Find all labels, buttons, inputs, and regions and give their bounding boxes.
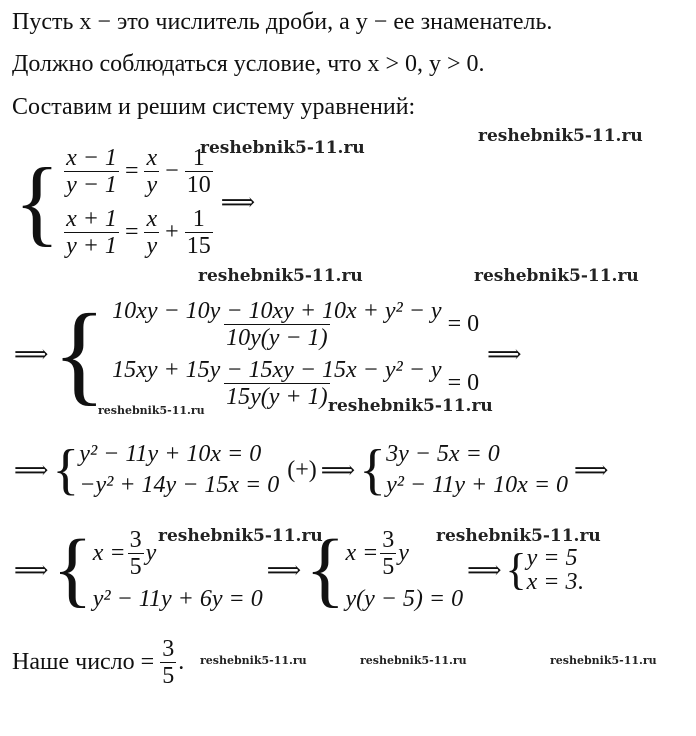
intro-line-3: Составим и решим систему уравнений: [12,94,416,120]
eq1-equals: = [124,158,139,184]
system-4a-eq-2: y² − 11y + 6y = 0 [92,586,263,612]
answer-num: 3 [162,635,175,662]
eq2-r2-den: 15 [186,233,211,259]
eq1-r1-num: x [146,145,158,171]
implies-arrow: ⟹ [14,341,49,368]
system-4c-eq-2: x = 3. [526,569,584,595]
sys4b-frac-num: 3 [382,527,395,553]
answer-line: Наше число = $\frac{3}{5}$ . [12,635,185,689]
eq2-denominator: 15y(y + 1) [226,384,328,410]
intro-line-2: Должно соблюдаться условие, что x > 0, y > 0. [12,51,485,77]
sys4a-eq1-var: y [145,540,157,566]
eq2-numerator: 15xy + 15y − 15xy − 15x − y² − y [112,357,442,383]
watermark: reshebnik5-11.ru [436,526,601,546]
eq1-lhs-den: y − 1 [66,172,117,198]
eq1-r1-den: y [146,172,158,198]
implies-arrow: ⟹ [220,189,256,216]
eq1-operator: − [165,158,179,184]
system-4b-eq-2: y(y − 5) = 0 [345,586,464,612]
eq2-r2-num: 1 [192,206,205,232]
watermark: reshebnik5-11.ru [550,654,657,667]
system-4a-brace: { [52,523,93,616]
system-3b-eq-2: y² − 11y + 10x = 0 [386,472,569,498]
implies-arrow: ⟹ [266,557,302,584]
implies-arrow: ⟹ [14,557,49,584]
sys4b-eq1-var: y [398,540,409,566]
eq2-rhs: = 0 [447,370,480,396]
sys4a-frac-den: 5 [129,554,142,580]
watermark: reshebnik5-11.ru [200,138,365,158]
eq2-lhs-den: y + 1 [66,233,117,259]
system-3 [14,436,608,504]
sys4a-frac-num: 3 [129,527,142,553]
addition-marker: (+) [287,456,317,483]
system-3a-eq-2: −y² + 14y − 15x = 0 [79,472,280,498]
implies-arrow: ⟹ [467,557,502,584]
watermark: reshebnik5-11.ru [478,126,643,146]
system-2-eq-1 [108,298,479,351]
eq2-r1-num: x [146,206,158,232]
system-4c-eq-1: y = 5 [526,545,578,571]
eq1-lhs-num: x − 1 [66,145,117,171]
implies-arrow: ⟹ [14,457,49,484]
sys4b-frac-den: 5 [382,554,395,580]
system-1-eq-2 [62,206,215,259]
system-4c-brace: { [505,545,527,594]
eq2-lhs-num: x + 1 [66,206,117,232]
eq1-rhs: = 0 [447,311,480,337]
eq2-operator: + [165,219,179,245]
system-3a-eq-1: y² − 11y + 10x = 0 [79,441,262,467]
watermark: reshebnik5-11.ru [328,396,493,416]
intro-line-1: Пусть x − это числитель дроби, а y − ее знаменатель. [12,9,553,35]
eq2-r1-den: y [146,233,158,259]
system-4c-eq-2-text: x = 3 [526,569,578,595]
implies-arrow: ⟹ [574,457,609,484]
eq1-denominator: 10y(y − 1) [226,325,328,351]
watermark: reshebnik5-11.ru [158,526,323,546]
system-1-brace: { [14,148,61,255]
system-4b-brace: { [305,523,346,616]
watermark: reshebnik5-11.ru [200,654,307,667]
sys4a-eq1-lhs: x = [92,540,126,566]
watermark: reshebnik5-11.ru [360,654,467,667]
eq1-r2-num: 1 [192,145,205,171]
implies-arrow: ⟹ [320,457,356,484]
eq2-equals: = [124,219,139,245]
system-3b-eq-1: 3y − 5x = 0 [386,441,500,467]
system-3a-brace: { [52,439,80,501]
implies-arrow: ⟹ [487,341,522,368]
watermark: reshebnik5-11.ru [98,404,205,417]
answer-den: 5 [162,662,175,689]
system-2-brace: { [52,292,107,416]
answer-label: Наше число = [12,648,155,675]
watermark: reshebnik5-11.ru [198,266,363,286]
sys4b-eq1-lhs: x = [345,540,379,566]
system-1-eq-1 [62,145,215,198]
watermark: reshebnik5-11.ru [474,266,639,286]
eq1-numerator: 10xy − 10y − 10xy + 10x + y² − y [112,298,442,324]
eq1-r2-den: 10 [186,172,211,198]
system-3b-brace: { [359,439,387,501]
